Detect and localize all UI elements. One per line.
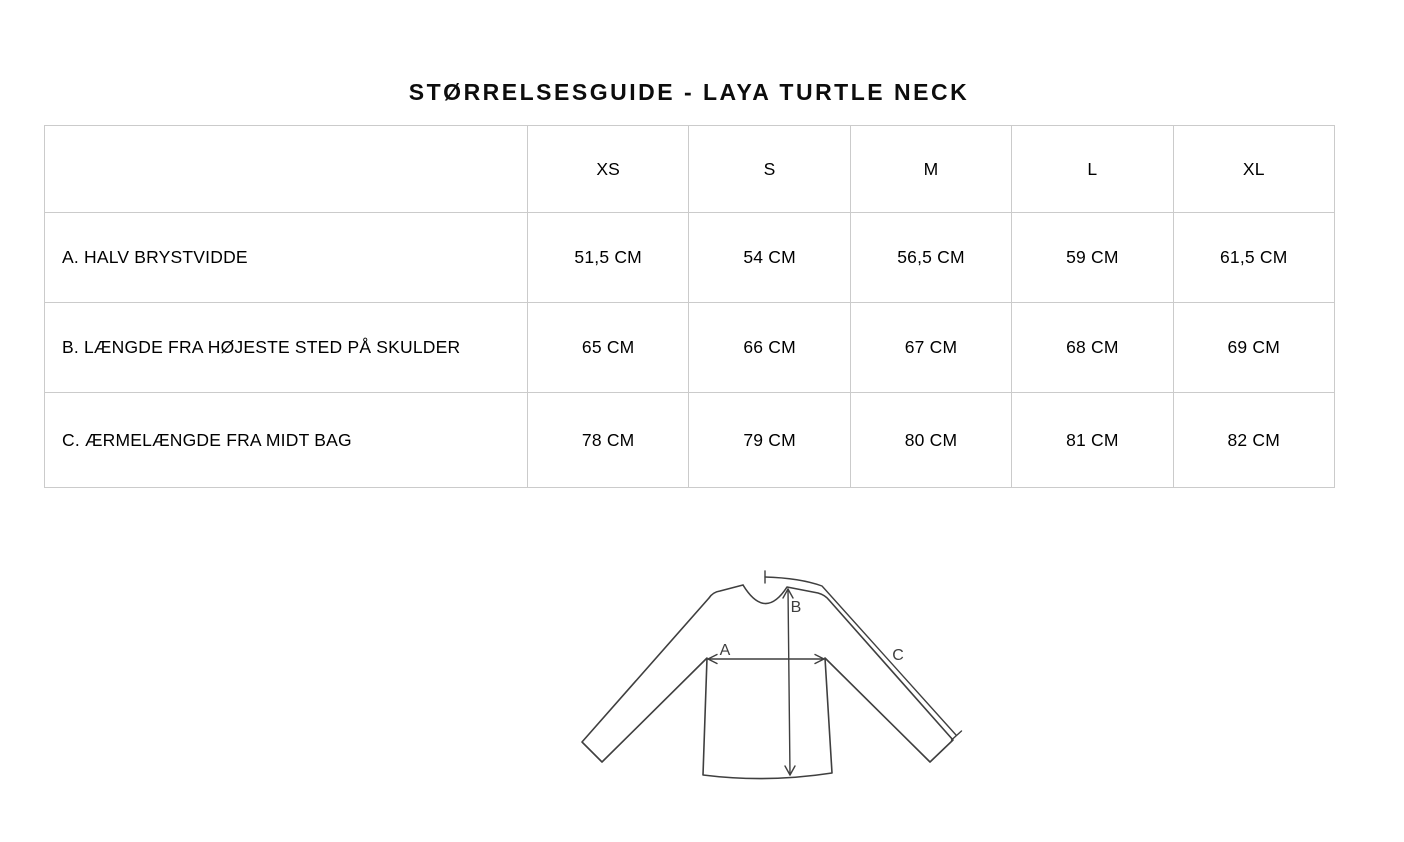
value-cell: 81 CM <box>1012 393 1173 488</box>
size-column-header: XS <box>528 126 689 213</box>
value-cell: 61,5 CM <box>1173 213 1334 303</box>
value-cell: 68 CM <box>1012 303 1173 393</box>
value-cell: 51,5 CM <box>528 213 689 303</box>
sweater-outline-group <box>582 585 953 779</box>
value-cell: 54 CM <box>689 213 850 303</box>
size-guide-table <box>44 125 1335 488</box>
measurement-column-header <box>45 126 528 213</box>
value-cell: 79 CM <box>689 393 850 488</box>
value-cell: 82 CM <box>1173 393 1334 488</box>
value-cell: 59 CM <box>1012 213 1173 303</box>
table-body <box>45 213 1335 488</box>
body-length-arrow <box>783 589 795 775</box>
value-cell: 69 CM <box>1173 303 1334 393</box>
size-column-header: M <box>850 126 1011 213</box>
label-b: B <box>790 599 802 616</box>
size-column-header: S <box>689 126 850 213</box>
table-row <box>45 213 1335 303</box>
size-column-header: XL <box>1173 126 1334 213</box>
page-title: STØRRELSESGUIDE - LAYA TURTLE NECK <box>408 79 970 105</box>
value-cell: 56,5 CM <box>850 213 1011 303</box>
table-header <box>45 126 1335 213</box>
value-cell: 66 CM <box>689 303 850 393</box>
measurement-lines-group <box>708 571 962 775</box>
table-row <box>45 393 1335 488</box>
size-column-header: L <box>1012 126 1173 213</box>
garment-diagram <box>570 555 990 805</box>
row-label-cell: A. HALV BRYSTVIDDE <box>45 213 528 303</box>
sleeve-length-line <box>765 571 962 740</box>
row-label-cell: C. ÆRMELÆNGDE FRA MIDT BAG <box>45 393 528 488</box>
row-label-cell: B. LÆNGDE FRA HØJESTE STED PÅ SKULDER <box>45 303 528 393</box>
value-cell: 65 CM <box>528 303 689 393</box>
size-header-row <box>45 126 1335 213</box>
label-c: C <box>892 647 904 664</box>
value-cell: 67 CM <box>850 303 1011 393</box>
sweater-outline <box>582 585 953 779</box>
label-a: A <box>719 642 731 659</box>
table-row <box>45 303 1335 393</box>
value-cell: 80 CM <box>850 393 1011 488</box>
value-cell: 78 CM <box>528 393 689 488</box>
